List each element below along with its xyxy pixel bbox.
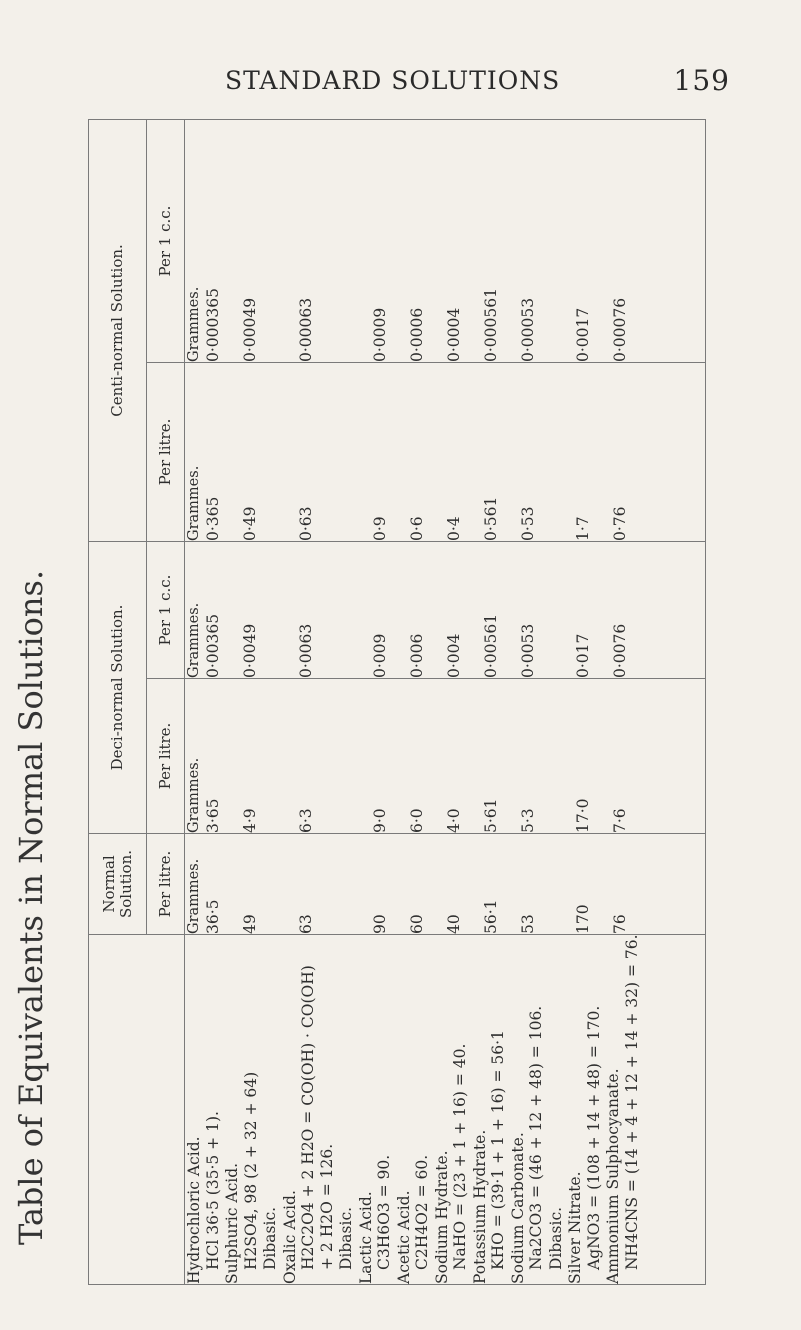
value-sodium-hydrate: 0·0004 bbox=[444, 307, 463, 362]
substance-name: Sodium Hydrate. bbox=[432, 1150, 451, 1284]
deci-per-cc-header: Per 1 c.c. bbox=[147, 541, 185, 678]
substance-formula: C3H6O3 = 90. bbox=[375, 1154, 393, 1270]
substance-entry bbox=[223, 935, 260, 1284]
value-hydrochloric: 0·365 bbox=[204, 496, 222, 541]
unit-label: Grammes. bbox=[186, 602, 202, 678]
substance-entry bbox=[509, 935, 546, 1284]
substance-entry bbox=[471, 935, 508, 1284]
value-sodium-carbonate: 5·3 bbox=[518, 808, 537, 833]
substance-name: Sodium Carbonate. bbox=[508, 1132, 527, 1284]
normal-solution-header: Normal Solution. bbox=[89, 834, 147, 935]
table-caption: Table of Equivalents in Normal Solutions. bbox=[12, 569, 50, 1245]
centi-per-litre-header: Per litre. bbox=[147, 362, 185, 541]
value-lactic: 0·9 bbox=[370, 516, 389, 541]
substance-formula: KHO = (39·1 + 1 + 16) = 56·1 bbox=[489, 1030, 507, 1270]
value-sulphuric: 0·0049 bbox=[241, 623, 259, 678]
centi-per-litre-column bbox=[185, 362, 706, 541]
value-oxalic: 0·0063 bbox=[296, 623, 315, 678]
substance-entry bbox=[185, 935, 222, 1284]
substance-name: Lactic Acid. bbox=[356, 1191, 375, 1284]
value-potassium-hydrate: 0·00561 bbox=[481, 613, 500, 678]
substance-name: Silver Nitrate. bbox=[566, 1171, 584, 1284]
substance-entry bbox=[281, 935, 337, 1284]
value-acetic: 0·6 bbox=[407, 516, 426, 541]
unit-label: Grammes. bbox=[186, 757, 202, 833]
deci-per-litre-column bbox=[185, 679, 706, 834]
substance-formula: C2H4O2 = 60. bbox=[413, 1154, 431, 1270]
equivalents-table bbox=[88, 119, 706, 1285]
value-lactic: 0·0009 bbox=[370, 307, 389, 362]
substance-name: Acetic Acid. bbox=[394, 1190, 413, 1284]
substance-entry bbox=[395, 935, 432, 1284]
substance-entry bbox=[337, 935, 356, 1284]
value-sulphuric: 4·9 bbox=[241, 808, 259, 833]
deci-per-cc-column bbox=[185, 541, 706, 678]
value-ammonium-sulphocyanate: 0·00076 bbox=[611, 297, 629, 362]
value-potassium-hydrate: 0·000561 bbox=[481, 288, 500, 362]
value-sulphuric: 0·00049 bbox=[241, 297, 259, 362]
centi-per-cc-column bbox=[185, 119, 706, 362]
value-ammonium-sulphocyanate: 7·6 bbox=[611, 808, 629, 833]
value-ammonium-sulphocyanate: 0·76 bbox=[611, 506, 629, 541]
value-acetic: 6·0 bbox=[407, 808, 426, 833]
value-oxalic: 6·3 bbox=[296, 808, 315, 833]
unit-label: Grammes. bbox=[186, 286, 202, 362]
substance-entry bbox=[547, 935, 566, 1284]
substance-entry bbox=[604, 935, 641, 1284]
running-head-title: STANDARD SOLUTIONS bbox=[225, 65, 561, 95]
value-acetic: 0·006 bbox=[407, 633, 426, 678]
value-potassium-hydrate: 0·561 bbox=[481, 496, 500, 541]
value-sodium-carbonate: 0·0053 bbox=[518, 623, 537, 678]
value-oxalic: 0·63 bbox=[296, 506, 315, 541]
substance-note: Dibasic. bbox=[337, 1206, 355, 1270]
substances-column bbox=[185, 935, 706, 1285]
substance-formula: H2C2O4 + 2 H2O = CO(OH) · CO(OH) bbox=[299, 965, 317, 1270]
normal-per-litre-header: Per litre. bbox=[147, 834, 185, 935]
substance-name: Ammonium Sulphocyanate. bbox=[604, 1068, 622, 1284]
deci-normal-header: Deci-normal Solution. bbox=[89, 541, 147, 833]
centi-per-cc-header: Per 1 c.c. bbox=[147, 119, 185, 362]
running-head bbox=[90, 60, 730, 100]
substance-formula: NH4CNS = (14 + 4 + 12 + 14 + 32) = 76. bbox=[622, 934, 641, 1270]
value-hydrochloric: 0·00365 bbox=[204, 613, 222, 678]
value-sulphuric: 49 bbox=[241, 914, 259, 934]
value-hydrochloric: 0·000365 bbox=[204, 288, 222, 362]
value-ammonium-sulphocyanate: 76 bbox=[611, 914, 629, 934]
value-potassium-hydrate: 56·1 bbox=[481, 899, 500, 934]
substance-note: Dibasic. bbox=[261, 1206, 279, 1270]
value-silver-nitrate: 1·7 bbox=[574, 516, 592, 541]
value-sulphuric: 0·49 bbox=[241, 506, 259, 541]
substance-formula: NaHO = (23 + 1 + 16) = 40. bbox=[451, 1043, 469, 1270]
value-sodium-carbonate: 0·00053 bbox=[518, 297, 537, 362]
unit-label: Grammes. bbox=[186, 465, 202, 541]
substance-name: Sulphuric Acid. bbox=[223, 1162, 241, 1284]
substance-entry bbox=[433, 935, 470, 1284]
substance-name: Oxalic Acid. bbox=[280, 1190, 299, 1284]
value-lactic: 9·0 bbox=[370, 808, 389, 833]
value-oxalic: 63 bbox=[296, 914, 315, 934]
substance-name: Hydrochloric Acid. bbox=[185, 1136, 203, 1284]
value-silver-nitrate: 170 bbox=[574, 904, 592, 934]
value-acetic: 0·0006 bbox=[407, 307, 426, 362]
value-sodium-hydrate: 4·0 bbox=[444, 808, 463, 833]
substance-formula: AgNO3 = (108 + 14 + 48) = 170. bbox=[584, 1005, 603, 1270]
value-sodium-hydrate: 40 bbox=[444, 914, 463, 934]
value-ammonium-sulphocyanate: 0·0076 bbox=[611, 623, 629, 678]
value-acetic: 60 bbox=[407, 914, 426, 934]
value-hydrochloric: 3·65 bbox=[204, 798, 222, 833]
substance-formula: Na2CO3 = (46 + 12 + 48) = 106. bbox=[527, 1005, 545, 1270]
normal-per-litre-column bbox=[185, 834, 706, 935]
substance-formula-continued: + 2 H2O = 126. bbox=[317, 1143, 336, 1270]
value-silver-nitrate: 0·017 bbox=[574, 633, 592, 678]
substance-entry bbox=[261, 935, 280, 1284]
value-lactic: 90 bbox=[370, 914, 389, 934]
value-silver-nitrate: 17·0 bbox=[574, 798, 592, 833]
value-sodium-hydrate: 0·004 bbox=[444, 633, 463, 678]
substance-formula: HCl 36·5 (35·5 + 1). bbox=[203, 1111, 222, 1270]
rotated-table-wrapper bbox=[88, 120, 706, 1285]
substance-name: Potassium Hydrate. bbox=[470, 1129, 489, 1284]
value-sodium-carbonate: 0·53 bbox=[518, 506, 537, 541]
unit-label: Grammes. bbox=[186, 858, 202, 934]
value-potassium-hydrate: 5·61 bbox=[481, 798, 500, 833]
value-silver-nitrate: 0·0017 bbox=[574, 307, 592, 362]
substance-note: Dibasic. bbox=[546, 1206, 565, 1270]
substance-formula: H2SO4, 98 (2 + 32 + 64) bbox=[241, 1071, 260, 1270]
value-hydrochloric: 36·5 bbox=[204, 899, 222, 934]
centi-normal-header: Centi-normal Solution. bbox=[89, 119, 147, 541]
deci-per-litre-header: Per litre. bbox=[147, 679, 185, 834]
value-sodium-hydrate: 0·4 bbox=[444, 516, 463, 541]
value-lactic: 0·009 bbox=[370, 633, 389, 678]
substance-entry bbox=[566, 935, 603, 1284]
page-number: 159 bbox=[673, 63, 730, 97]
substance-header bbox=[89, 935, 185, 1285]
value-sodium-carbonate: 53 bbox=[518, 914, 537, 934]
substance-entry bbox=[357, 935, 394, 1284]
value-oxalic: 0·00063 bbox=[296, 297, 315, 362]
